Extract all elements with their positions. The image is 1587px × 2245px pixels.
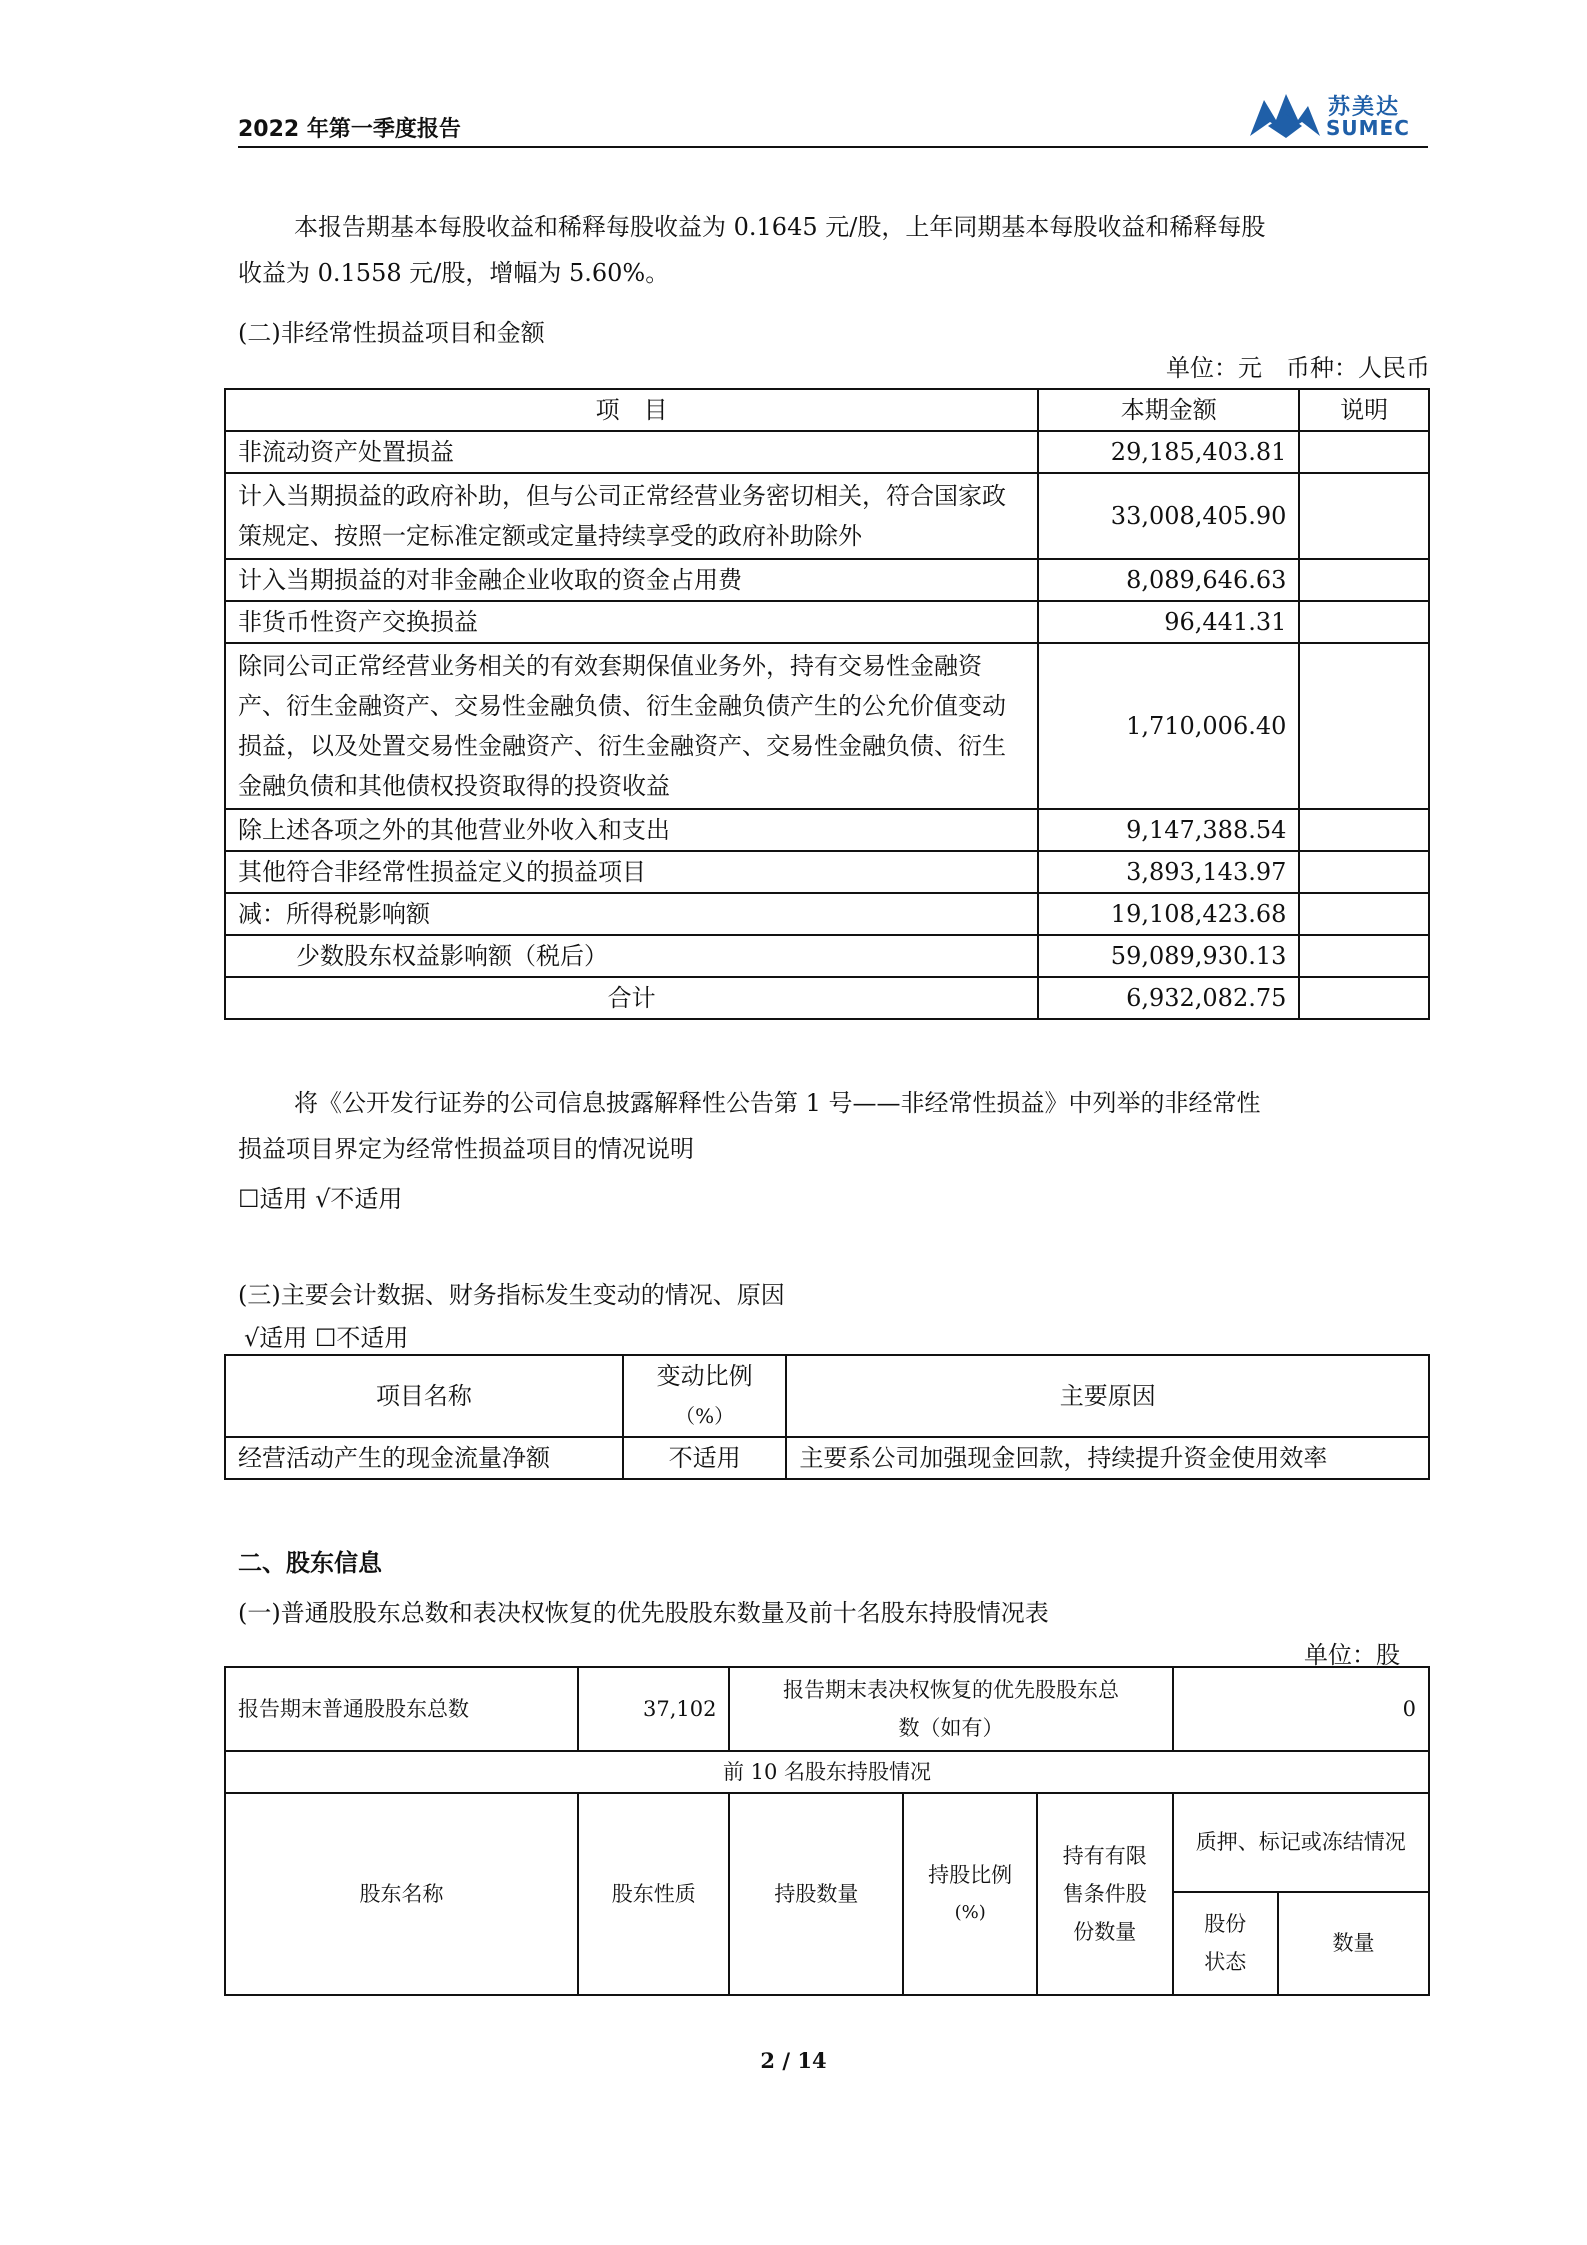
table-row <box>225 559 1429 601</box>
item-cell: 减：所得税影响额 <box>225 893 1038 935</box>
total-amount-cell: 6,932,082.75 <box>1038 977 1299 1019</box>
table-row <box>225 935 1429 977</box>
header-share-status <box>1173 1892 1278 1995</box>
financial-changes-table <box>224 1354 1430 1480</box>
eps-paragraph-line-1: 本报告期基本每股收益和稀释每股收益为 0.1645 元/股，上年同期基本每股收益和稀释每股 <box>294 213 1266 241</box>
table-row <box>225 893 1429 935</box>
explanation-line-2: 损益项目界定为经常性损益项目的情况说明 <box>238 1135 694 1163</box>
amount-cell: 96,441.31 <box>1038 601 1299 643</box>
unit-currency-label: 单位：元 币种：人民币 <box>1166 354 1430 382</box>
shareholders-subtitle: (一)普通股股东总数和表决权恢复的优先股股东数量及前十名股东持股情况表 <box>238 1599 1049 1627</box>
preferred-holders-label <box>729 1667 1172 1751</box>
header-item-name: 项目名称 <box>225 1355 623 1437</box>
header-pledge-status: 质押、标记或冻结情况 <box>1173 1793 1429 1892</box>
explanation-line-1: 将《公开发行证券的公司信息披露解释性公告第 1 号——非经常性损益》中列举的非经常性 <box>294 1089 1261 1117</box>
top10-title: 前 10 名股东持股情况 <box>225 1751 1429 1793</box>
company-logo <box>1250 88 1430 144</box>
amount-cell: 59,089,930.13 <box>1038 935 1299 977</box>
table-row <box>225 431 1429 473</box>
table-row <box>225 1437 1429 1479</box>
note-cell <box>1299 893 1429 935</box>
note-cell <box>1299 431 1429 473</box>
logo-mark-icon <box>1250 92 1320 138</box>
table-total-row <box>225 977 1429 1019</box>
header-note: 说明 <box>1299 389 1429 431</box>
header-limited-shares-line-1: 持有有限 <box>1062 1844 1147 1868</box>
item-cell: 非货币性资产交换损益 <box>225 601 1038 643</box>
table-row <box>225 809 1429 851</box>
item-cell: 其他符合非经常性损益定义的损益项目 <box>225 851 1038 893</box>
nonrecurring-items-table <box>224 388 1430 1020</box>
page-number: 2 / 14 <box>760 2048 827 2073</box>
header-change-ratio <box>623 1355 787 1437</box>
note-cell <box>1299 559 1429 601</box>
note-cell <box>1299 851 1429 893</box>
logo-chinese-name: 苏美达 <box>1328 95 1401 120</box>
header-share-ratio-unit: (%) <box>954 1902 986 1923</box>
section-heading-shareholders: 二、股东信息 <box>238 1549 382 1577</box>
header-holder-name: 股东名称 <box>225 1793 578 1995</box>
total-label-cell: 合计 <box>225 977 1038 1019</box>
amount-cell: 1,710,006.40 <box>1038 643 1299 809</box>
eps-paragraph-line-2: 收益为 0.1558 元/股，增幅为 5.60%。 <box>238 259 670 287</box>
shareholders-table <box>224 1666 1430 1996</box>
table-row <box>225 643 1429 809</box>
item-cell: 计入当期损益的对非金融企业收取的资金占用费 <box>225 559 1038 601</box>
section-title-changes: (三)主要会计数据、财务指标发生变动的情况、原因 <box>238 1281 785 1309</box>
item-cell: 计入当期损益的政府补助，但与公司正常经营业务密切相关，符合国家政策规定、按照一定标准定额或定量持续享受的政府补助除外 <box>225 473 1038 559</box>
item-cell: 除同公司正常经营业务相关的有效套期保值业务外，持有交易性金融资产、衍生金融资产、交易性金融负债、衍生金融负债产生的公允价值变动损益，以及处置交易性金融资产、衍生金融资产、交易性金融负债、衍生金融负债和其他债权投资取得的投资收益 <box>225 643 1038 809</box>
header-share-status-line-1: 股份 <box>1204 1912 1247 1937</box>
applicable-checkbox-line-2: √适用 ☐不适用 <box>244 1324 409 1352</box>
logo-english-name: SUMEC <box>1326 116 1410 140</box>
ratio-cell: 不适用 <box>623 1437 787 1479</box>
preferred-holders-label-line-2: 数（如有） <box>898 1716 1004 1740</box>
header-change-ratio-label: 变动比例 <box>656 1362 753 1390</box>
header-divider <box>238 146 1428 148</box>
note-cell <box>1299 643 1429 809</box>
amount-cell: 29,185,403.81 <box>1038 431 1299 473</box>
header-amount: 本期金额 <box>1038 389 1299 431</box>
item-name-cell: 经营活动产生的现金流量净额 <box>225 1437 623 1479</box>
note-cell <box>1299 473 1429 559</box>
total-holders-label: 报告期末普通股股东总数 <box>225 1667 578 1751</box>
amount-cell: 8,089,646.63 <box>1038 559 1299 601</box>
total-holders-value: 37,102 <box>578 1667 729 1751</box>
header-share-ratio <box>903 1793 1037 1995</box>
table-row <box>225 851 1429 893</box>
header-limited-shares-line-2: 售条件股 <box>1062 1882 1147 1906</box>
table-header-row <box>225 1355 1429 1437</box>
section-title-nonrecurring: (二)非经常性损益项目和金额 <box>238 319 545 347</box>
report-title: 2022 年第一季度报告 <box>238 117 461 142</box>
summary-row <box>225 1667 1429 1751</box>
header-holder-nature: 股东性质 <box>578 1793 729 1995</box>
amount-cell: 9,147,388.54 <box>1038 809 1299 851</box>
table-row <box>225 601 1429 643</box>
header-pledge-count: 数量 <box>1278 1892 1429 1995</box>
preferred-holders-label-line-1: 报告期末表决权恢复的优先股股东总 <box>783 1678 1120 1702</box>
note-cell <box>1299 809 1429 851</box>
unit-shares-label: 单位：股 <box>1304 1641 1400 1669</box>
header-change-ratio-unit: （%） <box>675 1404 735 1428</box>
amount-cell: 33,008,405.90 <box>1038 473 1299 559</box>
note-cell <box>1299 977 1429 1019</box>
header-share-ratio-label: 持股比例 <box>928 1863 1013 1887</box>
applicable-checkbox-line: ☐适用 √不适用 <box>238 1185 403 1213</box>
amount-cell: 3,893,143.97 <box>1038 851 1299 893</box>
item-cell: 除上述各项之外的其他营业外收入和支出 <box>225 809 1038 851</box>
note-cell <box>1299 601 1429 643</box>
amount-cell: 19,108,423.68 <box>1038 893 1299 935</box>
header-limited-shares-line-3: 份数量 <box>1073 1920 1137 1944</box>
header-share-status-line-2: 状态 <box>1204 1950 1247 1975</box>
note-cell <box>1299 935 1429 977</box>
item-cell: 非流动资产处置损益 <box>225 431 1038 473</box>
reason-cell: 主要系公司加强现金回款，持续提升资金使用效率 <box>786 1437 1429 1479</box>
item-cell: 少数股东权益影响额（税后） <box>225 935 1038 977</box>
column-header-row <box>225 1793 1429 1892</box>
header-main-reason: 主要原因 <box>786 1355 1429 1437</box>
header-share-quantity: 持股数量 <box>729 1793 903 1995</box>
header-limited-shares <box>1037 1793 1173 1995</box>
table-row <box>225 473 1429 559</box>
preferred-holders-value: 0 <box>1173 1667 1429 1751</box>
table-header-row <box>225 389 1429 431</box>
header-item: 项 目 <box>225 389 1038 431</box>
top10-title-row <box>225 1751 1429 1793</box>
